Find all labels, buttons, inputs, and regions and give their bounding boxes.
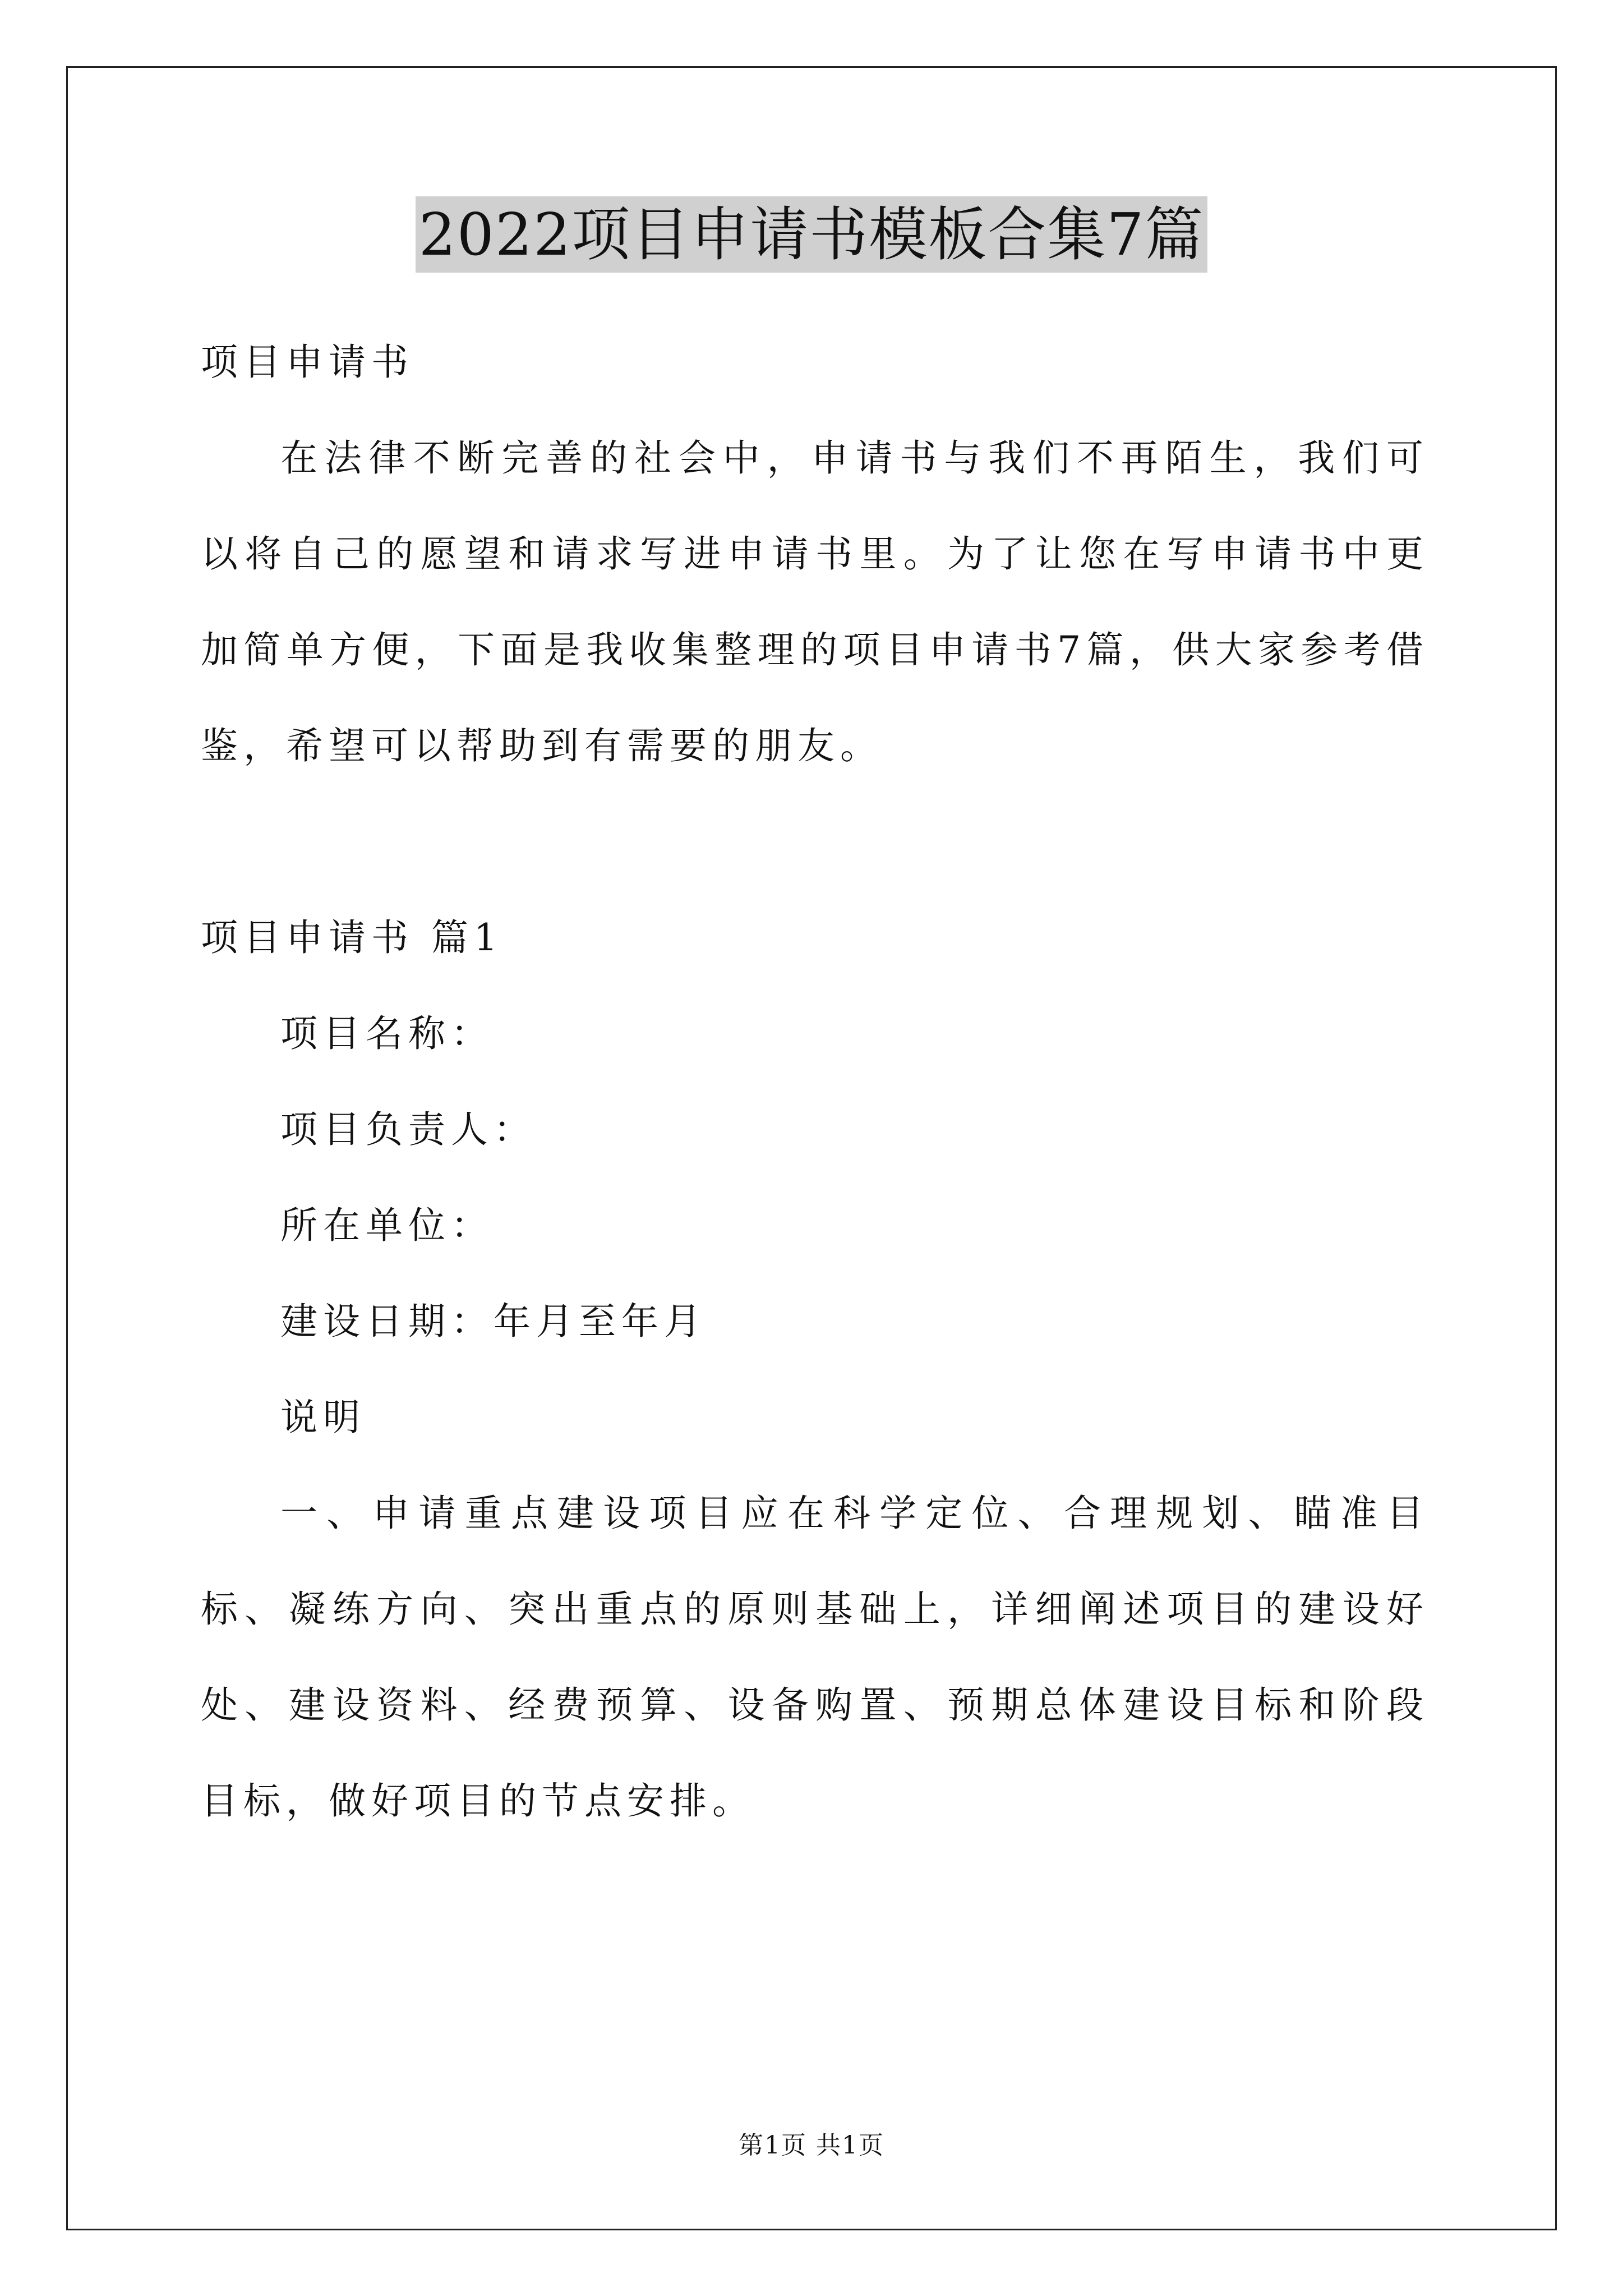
document-title: 2022项目申请书模板合集7篇: [416, 196, 1208, 273]
field-organization: 所在单位：: [280, 1204, 494, 1247]
field-project-name: 项目名称：: [280, 1012, 494, 1055]
note-heading: 说明: [280, 1396, 366, 1439]
page-footer: 第1页 共1页: [739, 2131, 884, 2160]
intro-heading: 项目申请书: [201, 341, 414, 384]
section1-heading: 项目申请书 篇1: [201, 916, 503, 959]
field-construction-date: 建设日期：年月至年月: [280, 1300, 707, 1343]
field-project-leader: 项目负责人：: [280, 1108, 536, 1151]
document-body: [201, 314, 1429, 1849]
title-wrap: [0, 196, 1623, 273]
intro-paragraph: 在法律不断完善的社会中，申请书与我们不再陌生，我们可以将自己的愿望和请求写进申请书里。为了让您在写申请书中更加简单方便，下面是我收集整理的项目申请书7篇，供大家参考借鉴，希望可以帮助到有需要的朋友。: [201, 436, 1429, 767]
note-paragraph: 一、申请重点建设项目应在科学定位、合理规划、瞄准目标、凝练方向、突出重点的原则基础上，详细阐述项目的建设好处、建设资料、经费预算、设备购置、预期总体建设目标和阶段目标，做好项目的节点安排。: [201, 1492, 1429, 1823]
section-gap: [201, 794, 1429, 890]
